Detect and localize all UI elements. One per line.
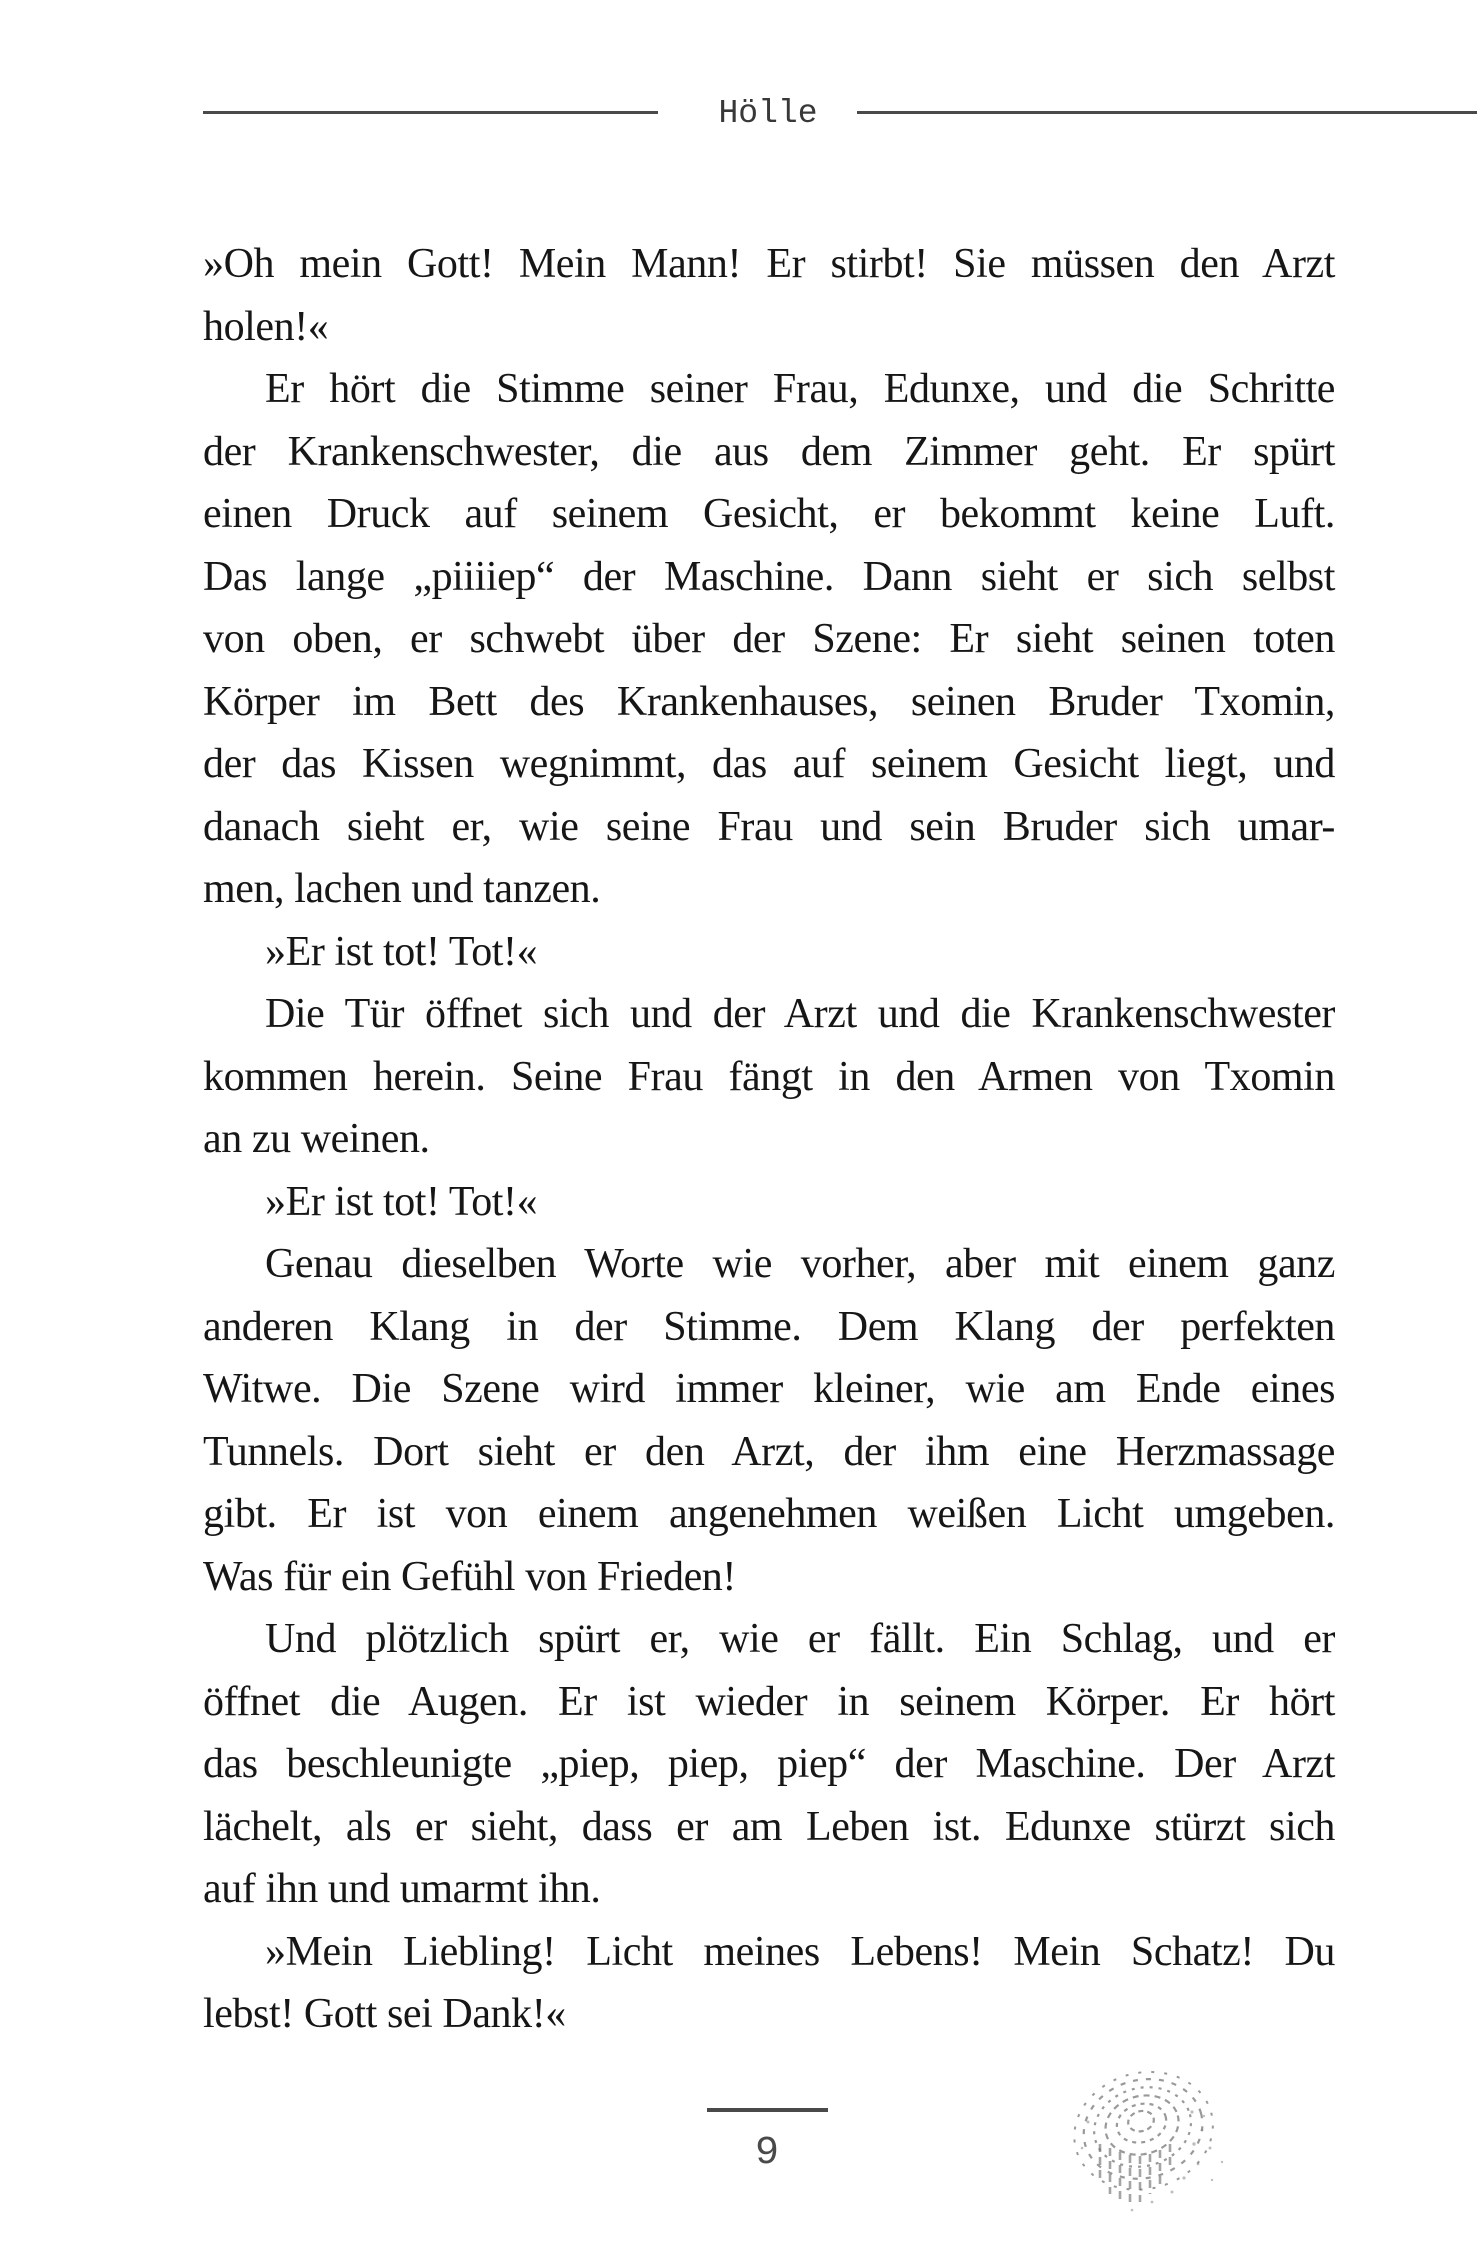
text-line: Witwe. Die Szene wird immer kleiner, wie am Ende eines <box>203 1366 1335 1412</box>
text-line: öffnet die Augen. Er ist wieder in seinem Körper. Er hört <box>203 1678 1335 1725</box>
text-line: kommen herein. Seine Frau fängt in den Armen von Txomin <box>203 1053 1335 1100</box>
text-line: Genau dieselben Worte wie vorher, aber mit einem ganz <box>265 1241 1335 1287</box>
text-line: an zu weinen. <box>203 1116 430 1162</box>
text-line: »Mein Liebling! Licht meines Lebens! Mein Schatz! Du <box>265 1928 1335 1975</box>
text-line: lächelt, als er sieht, dass er am Leben ist. Edunxe stürzt sich <box>203 1803 1335 1850</box>
text-line: Das lange „piiiiep“ der Maschine. Dann sieht er sich selbst <box>203 553 1335 600</box>
text-line: holen!« <box>203 303 329 350</box>
text-line: von oben, er schwebt über der Szene: Er sieht seinen toten <box>203 616 1335 662</box>
text-line: das beschleunigte „piep, piep, piep“ der Maschine. Der Arzt <box>203 1741 1335 1787</box>
body-text <box>203 233 1335 2046</box>
text-line: einen Druck auf seinem Gesicht, er bekommt keine Luft. <box>203 491 1335 537</box>
text-line: men, lachen und tanzen. <box>203 866 601 912</box>
header-rule-left <box>203 111 658 114</box>
header-rule-right <box>857 111 1477 114</box>
text-line: der Krankenschwester, die aus dem Zimmer geht. Er spürt <box>203 428 1335 475</box>
text-line: Und plötzlich spürt er, wie er fällt. Ein Schlag, und er <box>265 1616 1335 1662</box>
text-line: Tunnels. Dort sieht er den Arzt, der ihm eine Herzmassage <box>203 1428 1335 1475</box>
text-line: »Er ist tot! Tot!« <box>265 1178 538 1225</box>
text-line: auf ihn und umarmt ihn. <box>203 1866 601 1912</box>
text-line: Er hört die Stimme seiner Frau, Edunxe, und die Schritte <box>265 366 1335 412</box>
text-line: lebst! Gott sei Dank!« <box>203 1991 566 2037</box>
text-line: Körper im Bett des Krankenhauses, seinen Bruder Txomin, <box>203 678 1335 725</box>
text-line: anderen Klang in der Stimme. Dem Klang der perfekten <box>203 1303 1335 1350</box>
fingerprint-smudge-icon <box>1052 2052 1262 2222</box>
text-line: der das Kissen wegnimmt, das auf seinem Gesicht liegt, und <box>203 741 1335 787</box>
text-line: Was für ein Gefühl von Frieden! <box>203 1553 736 1600</box>
page-number: 9 <box>754 2131 779 2176</box>
text-line: »Oh mein Gott! Mein Mann! Er stirbt! Sie müssen den Arzt <box>203 241 1335 287</box>
text-line: gibt. Er ist von einem angenehmen weißen Licht umgeben. <box>203 1491 1335 1537</box>
text-line: »Er ist tot! Tot!« <box>265 928 538 975</box>
chapter-title: Hölle <box>718 95 818 132</box>
text-line: Die Tür öffnet sich und der Arzt und die Krankenschwester <box>265 991 1335 1037</box>
footer-rule <box>707 2108 828 2112</box>
text-line: danach sieht er, wie seine Frau und sein Bruder sich umar- <box>203 803 1335 850</box>
